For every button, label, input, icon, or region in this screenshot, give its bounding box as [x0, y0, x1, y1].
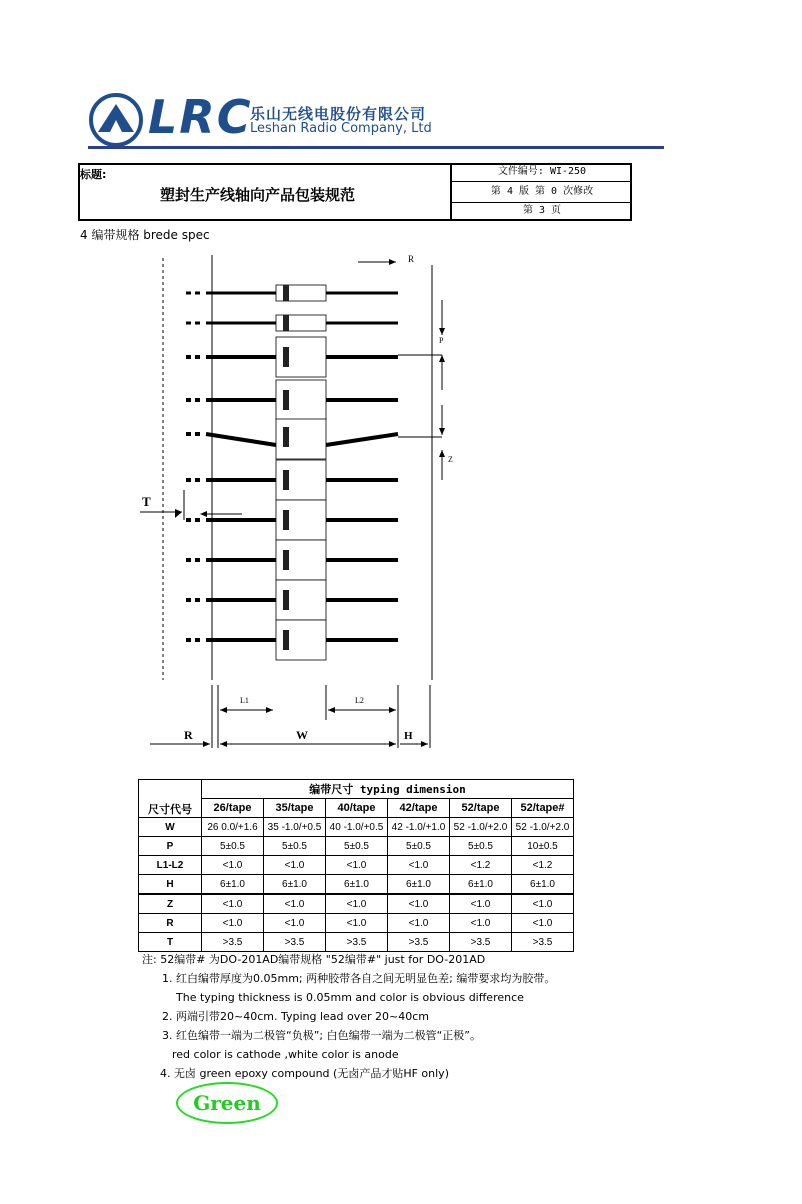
table-cell: 6±1.0 — [512, 875, 574, 895]
table-cell: 6±1.0 — [202, 875, 264, 895]
column-header: 52/tape — [450, 799, 512, 818]
row-header: L1-L2 — [139, 856, 202, 875]
note-4: 4. 无卤 green epoxy compound (无卤产品才贴HF only) — [160, 1067, 449, 1080]
lrc-logo-icon — [88, 92, 144, 148]
row-header: P — [139, 837, 202, 856]
component-group — [186, 285, 398, 660]
table-cell: 6±1.0 — [264, 875, 326, 895]
table-cell: <1.0 — [450, 894, 512, 914]
cathode-band — [283, 510, 289, 530]
table-cell: 26 0.0/+1.6 — [202, 818, 264, 837]
table-row — [139, 837, 574, 856]
table-cell: 5±0.5 — [264, 837, 326, 856]
table-cell: 5±0.5 — [326, 837, 388, 856]
table-cell: <1.2 — [450, 856, 512, 875]
label-w: W — [296, 728, 308, 742]
tape-diagram — [130, 250, 460, 760]
label-r-top: R — [408, 254, 415, 264]
company-name-en: Leshan Radio Company, Ltd — [250, 121, 432, 136]
logo-text: LRC — [148, 90, 253, 144]
table-cell: <1.0 — [388, 856, 450, 875]
table-cell: 35 -1.0/+0.5 — [264, 818, 326, 837]
note-1a: 1. 红白编带厚度为0.05mm; 两种胶带各自之间无明显色差; 编带要求均为胶带。 — [162, 972, 556, 985]
row-header: W — [139, 818, 202, 837]
spec-table-body — [139, 818, 574, 952]
table-cell: 5±0.5 — [388, 837, 450, 856]
section-title: 4 编带规格 brede spec — [80, 228, 210, 242]
column-header: 35/tape — [264, 799, 326, 818]
table-cell: <1.0 — [202, 894, 264, 914]
row-header: H — [139, 875, 202, 895]
label-t: T — [142, 494, 151, 509]
table-cell: <1.0 — [202, 856, 264, 875]
row-header: T — [139, 933, 202, 952]
label-r: R — [184, 728, 193, 742]
group-header: 编带尺寸 typing dimension — [202, 780, 574, 799]
note-1b: The typing thickness is 0.05mm and color is obvious difference — [176, 991, 524, 1004]
table-row — [139, 818, 574, 837]
note-0: 注: 52编带# 为DO-201AD编带规格 "52编带#" just for DO-201AD — [142, 953, 486, 966]
table-row — [139, 875, 574, 895]
column-header: 52/tape# — [512, 799, 574, 818]
table-cell: >3.5 — [202, 933, 264, 952]
table-cell: 6±1.0 — [388, 875, 450, 895]
table-cell: <1.0 — [450, 914, 512, 933]
cathode-band — [283, 470, 289, 490]
column-header: 26/tape — [202, 799, 264, 818]
table-cell: <1.0 — [512, 894, 574, 914]
table-cell: <1.0 — [264, 894, 326, 914]
table-cell: 5±0.5 — [450, 837, 512, 856]
note-3a: 3. 红色编带一端为二极管“负极”; 白色编带一端为二极管“正极”。 — [162, 1029, 481, 1042]
table-cell: 6±1.0 — [326, 875, 388, 895]
cathode-band — [283, 315, 289, 331]
column-header: 40/tape — [326, 799, 388, 818]
table-row — [139, 933, 574, 952]
table-cell: >3.5 — [326, 933, 388, 952]
corner-header: 尺寸代号 — [139, 780, 202, 818]
table-cell: 5±0.5 — [202, 837, 264, 856]
table-cell: 52 -1.0/+2.0 — [512, 818, 574, 837]
table-row — [139, 856, 574, 875]
table-cell: 10±0.5 — [512, 837, 574, 856]
title-label: 标题: — [80, 168, 107, 181]
table-cell: <1.0 — [264, 856, 326, 875]
row-header: Z — [139, 894, 202, 914]
label-p: P — [439, 336, 444, 345]
table-cell: <1.0 — [388, 914, 450, 933]
note-3b: red color is cathode ,white color is anode — [172, 1048, 399, 1061]
spec-table — [138, 779, 574, 952]
header-rule — [88, 146, 664, 149]
table-cell: 40 -1.0/+0.5 — [326, 818, 388, 837]
table-cell: 42 -1.0/+1.0 — [388, 818, 450, 837]
column-header: 42/tape — [388, 799, 450, 818]
cathode-band — [283, 590, 289, 610]
cathode-band — [283, 347, 289, 367]
doc-page: 第 3 页 — [522, 205, 562, 216]
left-lead — [206, 434, 276, 445]
label-h: H — [404, 730, 413, 742]
doc-version: 第 4 版 第 0 次修改 — [452, 182, 632, 203]
company-name-cn: 乐山无线电股份有限公司 — [250, 105, 427, 123]
table-cell: <1.0 — [326, 914, 388, 933]
table-cell: <1.0 — [264, 914, 326, 933]
cathode-band — [283, 285, 289, 301]
table-row — [139, 894, 574, 914]
green-badge: Green — [176, 1082, 278, 1124]
document-meta — [450, 163, 632, 221]
right-lead — [326, 434, 398, 445]
table-cell: >3.5 — [388, 933, 450, 952]
table-cell: >3.5 — [450, 933, 512, 952]
table-cell: <1.0 — [512, 914, 574, 933]
table-cell: <1.0 — [326, 856, 388, 875]
notes — [142, 950, 555, 1083]
label-l1: L1 — [240, 696, 249, 705]
doc-number: 文件编号: WI-250 — [452, 163, 632, 182]
table-cell: >3.5 — [512, 933, 574, 952]
table-cell: <1.2 — [512, 856, 574, 875]
table-cell: 6±1.0 — [450, 875, 512, 895]
label-z: Z — [448, 455, 453, 464]
cathode-band — [283, 427, 289, 447]
cathode-band — [283, 390, 289, 410]
table-cell: <1.0 — [326, 894, 388, 914]
column-header-row — [139, 799, 574, 818]
table-cell: 52 -1.0/+2.0 — [450, 818, 512, 837]
cathode-band — [283, 630, 289, 650]
label-l2: L2 — [355, 696, 364, 705]
cathode-band — [283, 550, 289, 570]
table-cell: <1.0 — [388, 894, 450, 914]
table-cell: <1.0 — [202, 914, 264, 933]
document-title: 塑封生产线轴向产品包装规范 — [160, 186, 356, 204]
table-cell: >3.5 — [264, 933, 326, 952]
row-header: R — [139, 914, 202, 933]
note-2: 2. 两端引带20~40cm. Typing lead over 20~40cm — [162, 1010, 430, 1023]
table-row — [139, 914, 574, 933]
